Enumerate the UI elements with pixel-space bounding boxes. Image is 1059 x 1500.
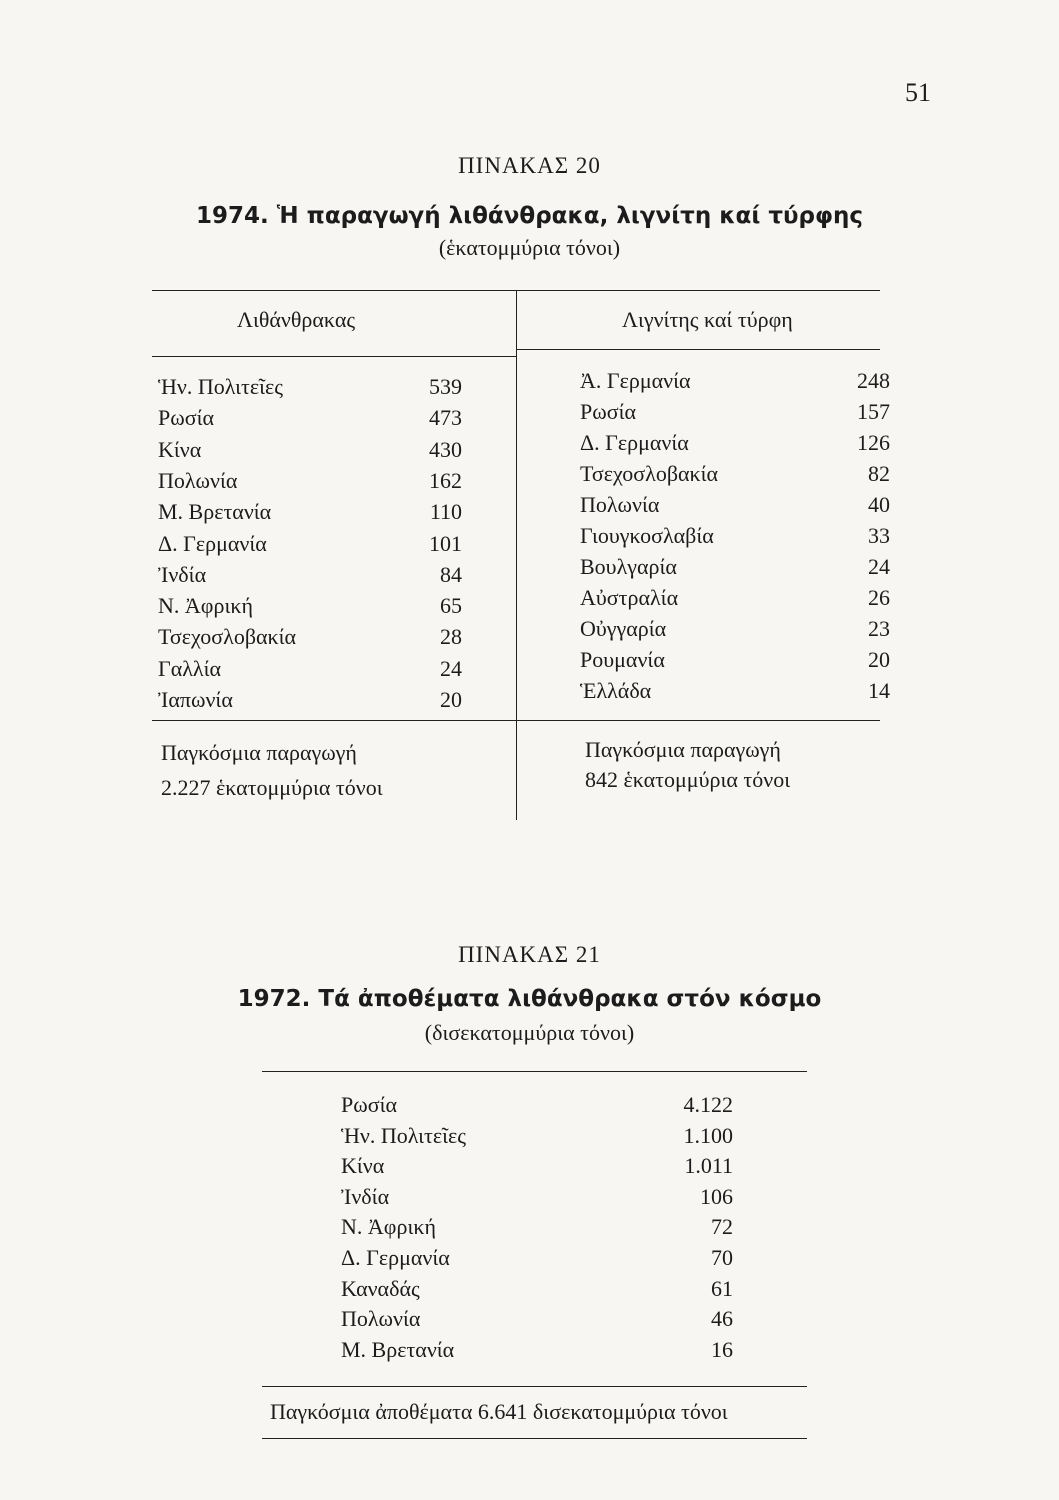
coal-column-header: Λιθάνθρακας (237, 307, 356, 332)
lignite-row-country: Ρουμανία (580, 647, 665, 672)
reserve-row-country: Ν. Ἀφρική (341, 1214, 436, 1240)
lignite-row-country: Πολωνία (580, 492, 660, 517)
coal-row-country: Μ. Βρετανία (158, 499, 272, 525)
lignite-row-value: 248 (857, 368, 890, 393)
lignite-row-value: 40 (868, 492, 890, 517)
lignite-row-country: Δ. Γερμανία (580, 430, 689, 455)
table-20-header-rule-left (152, 356, 516, 357)
table-21-end-rule (262, 1438, 807, 1439)
lignite-total-label: Παγκόσμια παραγωγή (585, 737, 781, 762)
lignite-row-value: 26 (868, 585, 890, 610)
coal-row-value: 84 (440, 561, 462, 587)
coal-row-value: 473 (429, 405, 462, 431)
lignite-column-header: Λιγνίτης καί τύρφη (622, 307, 793, 332)
reserve-row-value: 106 (700, 1183, 733, 1209)
reserve-row-country: Πολωνία (341, 1306, 421, 1332)
coal-row-value: 24 (440, 655, 462, 681)
reserve-row-value: 61 (711, 1275, 733, 1301)
lignite-row-country: Βουλγαρία (580, 554, 677, 579)
coal-row-value: 65 (440, 593, 462, 619)
reserve-row-country: Ἡν. Πολιτεῖες (341, 1122, 467, 1148)
lignite-row-country: Ἑλλάδα (580, 678, 652, 703)
lignite-row-value: 157 (857, 399, 890, 424)
reserve-row-value: 1.100 (683, 1122, 733, 1148)
table-21-title: 1972. Τά ἀποθέματα λιθάνθρακα στόν κόσμο (237, 986, 822, 1012)
reserve-row-value: 70 (711, 1245, 733, 1270)
coal-row-country: Τσεχοσλοβακία (158, 624, 297, 650)
lignite-row-country: Αὐστραλία (580, 585, 679, 610)
lignite-row-country: Ρωσία (580, 399, 637, 424)
table-20-header-rule-right (516, 349, 880, 350)
coal-row-country: Ν. Ἀφρική (158, 593, 253, 619)
reserve-row-country: Μ. Βρετανία (341, 1336, 455, 1362)
lignite-row-value: 20 (868, 647, 890, 672)
lignite-row-country: Τσεχοσλοβακία (580, 461, 719, 486)
reserve-row-country: Ἰνδία (341, 1183, 390, 1209)
lignite-row-value: 82 (868, 461, 890, 486)
coal-row-country: Γαλλία (158, 655, 222, 681)
table-20-title: 1974. Ἡ παραγωγή λιθάνθρακα, λιγνίτη καί τύρφης (196, 203, 863, 229)
coal-total-label: Παγκόσμια παραγωγή (161, 740, 357, 765)
lignite-total-value: 842 ἑκατομμύρια τόνοι (585, 767, 791, 792)
lignite-row-value: 126 (857, 430, 890, 455)
lignite-row-country: Γιουγκοσλαβία (580, 523, 714, 548)
coal-row-country: Κίνα (158, 436, 202, 462)
coal-row-value: 28 (440, 624, 462, 650)
coal-row-country: Δ. Γερμανία (158, 530, 267, 556)
table-21-bottom-rule (262, 1386, 807, 1387)
lignite-row-value: 14 (868, 678, 890, 703)
table-21-top-rule (262, 1071, 807, 1072)
lignite-row-value: 23 (868, 616, 890, 641)
reserve-row-country: Κίνα (341, 1153, 385, 1179)
reserve-row-value: 46 (711, 1306, 733, 1332)
coal-total-value: 2.227 ἑκατομμύρια τόνοι (161, 775, 383, 800)
reserve-row-country: Καναδάς (341, 1275, 420, 1301)
table-20-unit: (ἑκατομμύρια τόνοι) (438, 235, 621, 260)
coal-row-value: 110 (429, 499, 462, 525)
lignite-row-value: 24 (868, 554, 890, 579)
reserve-row-value: 1.011 (684, 1153, 733, 1179)
reserve-row-value: 4.122 (683, 1092, 733, 1117)
lignite-row-country: Ἀ. Γερμανία (580, 368, 691, 393)
coal-row-country: Ἰαπωνία (158, 687, 233, 712)
table-21-label: ΠΙΝΑΚΑΣ 21 (458, 942, 601, 967)
coal-row-country: Πολωνία (158, 467, 238, 493)
coal-row-value: 430 (429, 436, 462, 462)
coal-row-value: 20 (440, 687, 462, 712)
table-20-total-rule (152, 720, 880, 721)
reserve-row-value: 72 (711, 1214, 733, 1240)
reserve-row-country: Δ. Γερμανία (341, 1245, 450, 1270)
coal-row-value: 162 (429, 467, 462, 493)
lignite-row-country: Οὐγγαρία (580, 616, 667, 641)
coal-row-country: Ρωσία (158, 405, 215, 431)
coal-row-country: Ἡν. Πολιτεῖες (158, 374, 284, 399)
page-number: 51 (905, 78, 931, 107)
reserve-row-value: 16 (711, 1336, 733, 1362)
table-20-column-divider (516, 290, 517, 820)
table-20-label: ΠΙΝΑΚΑΣ 20 (458, 153, 601, 178)
table-21-unit: (δισεκατομμύρια τόνοι) (424, 1020, 635, 1045)
coal-row-country: Ἰνδία (158, 561, 207, 587)
table-21-total: Παγκόσμια ἀποθέματα 6.641 δισεκατομμύρια τόνοι (270, 1399, 728, 1424)
coal-row-value: 101 (429, 530, 462, 556)
coal-row-value: 539 (429, 374, 462, 399)
lignite-row-value: 33 (868, 523, 890, 548)
reserve-row-country: Ρωσία (341, 1092, 398, 1117)
